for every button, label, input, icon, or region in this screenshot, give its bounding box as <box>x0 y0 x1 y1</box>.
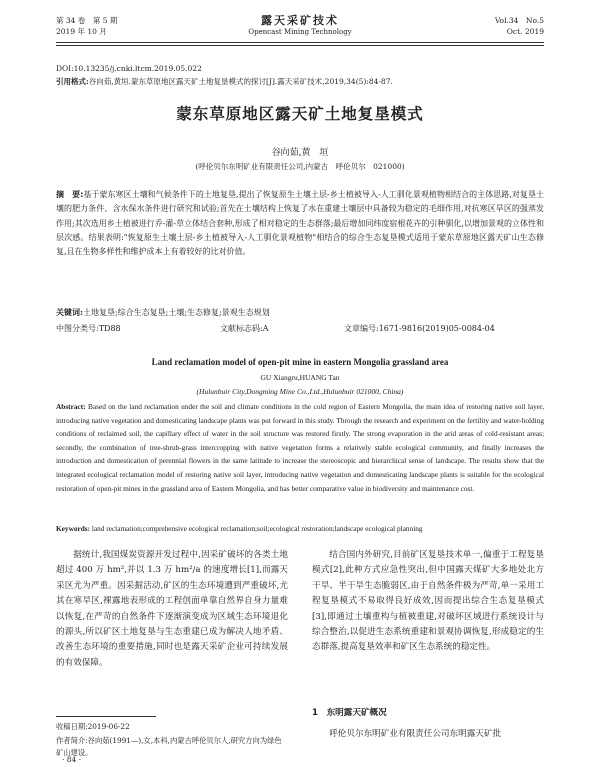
body-left-paragraph: 据统计,我国煤炭资源开发过程中,因采矿破坏的各类土地超过 400 万 hm²,并以 1.3 万 hm²/a 的速度增长[1],而露天采区尤为严重。因采掘活动,矿区的生态环境遭到严重破坏,尤其在寒旱区,裸露地表形成的工程创面单靠自然界自身力量难以恢复,在严苛的自然条件下逐渐演变成为区域生态环境退化的源头,所以矿区土地复垦与生态重建已成为解决人地矛盾、改善生态环境的重要措施,同时也是露天采矿企业可持续发展的有效保障。 <box>56 550 288 668</box>
keywords-cn-label: 关键词: <box>56 307 83 317</box>
citation-line <box>56 76 546 88</box>
journal-name-en: Opencast Mining Technology <box>248 28 352 36</box>
keywords-en-text: land reclamation;comprehensive ecological reclamation;soil;ecological restoration;landscape ecological planning <box>91 524 423 533</box>
body-right-paragraph: 结合国内外研究,目前矿区复垦技术单一,偏重于工程复垦模式[2],此种方式应急性突出,但中国露天煤矿大多地处北方干旱、半干旱生态脆弱区,由于自然条件极为严苛,单一采用工程复垦模式不易取得良好成效,因而提出综合生态复垦模式[3],即通过土壤重构与植被重建,对破坏区域进行系统设计与综合整治,以促进生态系统重建和景观协调恢复,形成稳定的生态群落,提高复垦效率和矿区生态系统的稳定性。 <box>312 550 544 653</box>
header-rule <box>56 42 544 43</box>
citation-text: 谷向茹,黄垣.蒙东草原地区露天矿土地复垦模式的探讨[J].露天采矿技术,2019,34(5):84-87. <box>88 77 393 86</box>
volume-en: Vol.34 No.5 <box>494 16 544 25</box>
header-right <box>495 15 544 37</box>
article-number: 文章编号:1671-9816(2019)05-0084-04 <box>344 324 495 333</box>
citation-label: 引用格式: <box>56 77 89 86</box>
abstract-en <box>56 400 544 495</box>
keywords-en <box>56 523 544 535</box>
abstract-cn <box>56 188 544 259</box>
header-rule-thin <box>56 45 544 46</box>
paper-title-en: Land reclamation model of open-pit mine in eastern Mongolia grassland area <box>151 357 449 367</box>
clc-number: 中图分类号:TD88 <box>56 324 121 333</box>
section-body: 呼伦贝尔东明矿业有限责任公司东明露天矿批 <box>329 729 502 739</box>
keywords-cn-text: 土地复垦;综合生态复垦;土壤;生态修复;景观生态规划 <box>82 308 270 317</box>
journal-name-cn: 露天采矿技术 <box>261 14 339 27</box>
volume-cn: 第 34 卷 第 5 期 <box>56 16 118 25</box>
footnote-author-info: 作者简介:谷向茹(1991—),女,本科,内蒙古呼伦贝尔人,研究方向为绿色矿山建设。 <box>56 736 282 757</box>
affiliation-en: (Hulunbuir City,Dongming Mine Co.,Ltd.,Hulunbuir 021000, China) <box>196 387 404 396</box>
footnote-received: 收稿日期:2019-06-22 <box>56 722 130 731</box>
doi-line: DOI:10.13235/j.cnki.ltcm.2019.05.022 <box>56 64 202 73</box>
abstract-en-text: Based on the land reclamation under the soil and climate conditions in the cold region of Eastern Mongolia, the main idea of restoring native soil layer, introducing native vegetation and domesticating landscape plants was put forward in this study. Through the research and experiment on the fertility and water-holding conditions of reclaimed soil, the capillary effect of water in the soil structure was restored firstly. The strong evaporation in the arid areas of cold-resistant areas; secondly, the combination of tree-shrub-grass intercropping with native vegetation forms a relatively stable ecological community, and finally increases the introduction and domestication of perennial flowers in the same latitude to increase the stereoscopic and hierarchical sense of landscape. The results show that the integrated ecological reclamation model of restoring native soil layer, introducing native vegetation and domesticating landscape plants is suitable for the ecological restoration of open-pit mines in the grassland area of Eastern Mongolia, and has better comparative value in biodiversity and maintenance cost. <box>56 402 545 493</box>
keywords-en-label: Keywords: <box>56 524 91 533</box>
paper-title-cn: 蒙东草原地区露天矿土地复垦模式 <box>176 105 424 123</box>
section-heading: 1 东明露天矿概况 <box>312 708 387 718</box>
authors-cn: 谷向茹,黄 垣 <box>271 148 329 158</box>
abstract-cn-text: 基于蒙东寒区土壤和气候条件下的土地复垦,提出了恢复原生土壤土层-乡土植被导入-人工驯化景观植物相结合的主体思路,对复垦土壤的肥力条件、含水保水条件进行研究和试验;首先在土壤结构上恢复了水在重建土壤层中具备较为稳定的毛细作用,对抗寒区旱区的强蒸发作用;其次选用乡土植被进行乔-灌-草立体结合套种,形成了相对稳定的生态群落;最后增加同纬度宿根花卉的引种驯化,以增加景观的立体性和层次感。结果表明:"恢复原生土壤土层-乡土植被导入-人工驯化景观植物"相结合的综合生态复垦模式适用于蒙东草原地区露天矿山生态修复,且在生物多样性和维护成本上有着较好的比对价值。 <box>56 190 544 257</box>
date-en: Oct. 2019 <box>506 27 544 36</box>
authors-en: GU Xiangru,HUANG Tan <box>260 373 340 382</box>
page-number: · 84 · <box>62 755 82 764</box>
abstract-en-label: Abstract: <box>56 402 86 411</box>
date-cn: 2019 年 10 月 <box>56 27 107 36</box>
footnote-rule <box>56 716 156 717</box>
keywords-cn <box>56 306 544 319</box>
document-code: 文献标志码:A <box>220 324 269 333</box>
abstract-cn-label: 摘 要: <box>56 190 84 199</box>
affiliation-cn: (呼伦贝尔东明矿业有限责任公司,内蒙古 呼伦贝尔 021000) <box>195 162 405 171</box>
